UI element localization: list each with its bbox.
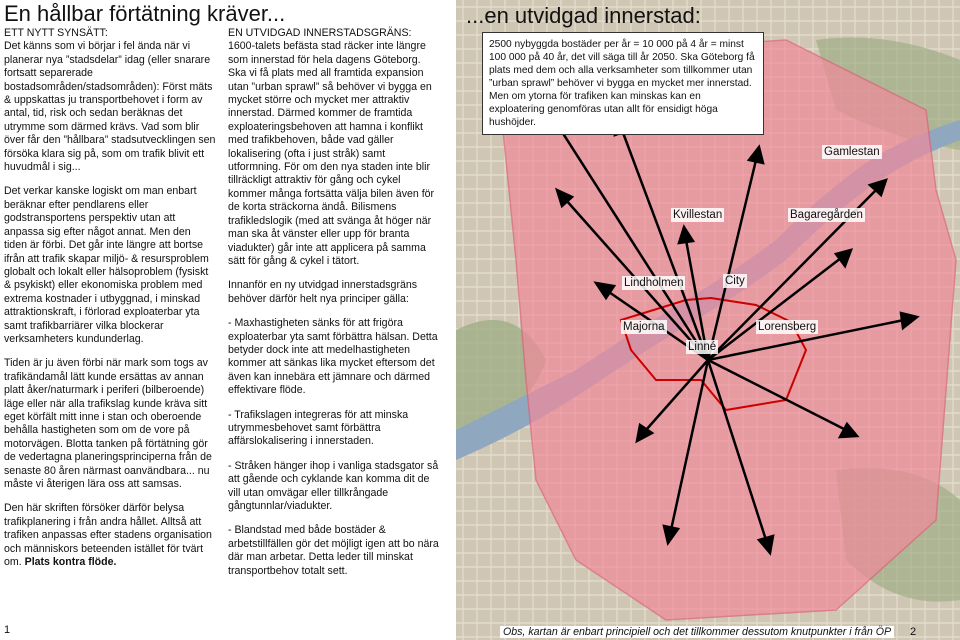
paragraph: Den här skriften försöker därför belysa trafikplanering i från andra hållet. Alltså att trafiken anpassas efter stadens organisation och människors beteenden istället för tvärt om. <box>4 502 212 569</box>
page-number: 2 <box>910 626 917 638</box>
section-heading: ETT NYTT SYNSÄTT: <box>4 27 108 39</box>
principle-mixed: - Blandstad med både bostäder & arbetstillfällen gör det möjligt igen att bo nära där man arbetar. Detta leder till minskat transportbehov totalt sett. <box>228 524 439 577</box>
bold-statement: Plats kontra flöde. <box>24 556 117 569</box>
place-label-lorensberg: Lorensberg <box>758 321 817 333</box>
page-title: En hållbar förtätning kräver... <box>4 1 286 26</box>
place-label-gamlestan: Gamlestan <box>824 146 880 158</box>
paragraph: Det känns som vi börjar i fel ända när vi planerar nya ”stadsdelar” idag (eller snarare fortsatt separerade bostadsområden/stadsområden): Först mäts & uppskattas ju transportbehovet i form av antal, tid, risk och sedan beräknas det utrymme som därmed krävs. Vad som blir över får den ”hållbara” stadsutvecklingen sen försöka klara sig på, som om trafik blivit ett huvudmål i sig... <box>4 40 216 174</box>
place-label-bagaregarden: Bagaregården <box>790 209 863 221</box>
place-label-lindholmen: Lindholmen <box>624 277 684 289</box>
place-label-city: City <box>725 275 745 287</box>
place-label-kvillestan: Kvillestan <box>673 209 723 221</box>
paragraph: 1600-talets befästa stad räcker inte längre som innerstad för hela dagens Göteborg. Ska vi få plats med all framtida expansion utan ”urban sprawl” så behöver vi bygga en mycket större och mycket mer attraktiv innerstad. Därmed kommer de framtida exploateringsbehoven att hamna i konflikt med trafikbehoven, både vad gäller lokalisering (ofta i just stråk) samt utformning. För om den nya staden inte blir tillräckligt attraktiv för gång och cykel kommer många fortsätta välja bilen även för de korta sträckorna ändå. Bilismens trafikledslogik (med att svänga åt höger när man ska åt vänster eller upp för branta viadukter) går inte att applicera på samma sätt för gång & cykel i tätort. <box>228 40 435 267</box>
column-1 <box>4 27 216 580</box>
paragraph: Det verkar kanske logiskt om man enbart beräknar efter pendlarens eller godstransportens perspektiv utan att anpassa sig efter något annat. Men den tiden är förbi. Det går inte längre att bortse ifrån att trafik skapar miljö- & resursproblem globalt och lokalt eller hälsoproblem (fysiskt & psykiskt) eller ekonomiska problem med extrema kostnader i utbyggnad, i minskad attraktionskraft, i förlorad exploaterbar yta samt trafikbarriärer vilka blockerar verksamheters kundunderlag. <box>4 185 209 345</box>
section-heading: EN UTVIDGAD INNERSTADSGRÄNS: <box>228 27 412 39</box>
paragraph: Tiden är ju även förbi när mark som togs av trafikändamål lätt kunde ersättas av annan platt åker/naturmark i periferi (bilberoende) läge eller när alla trafikslag kunde kräva sitt eget körfält mitt inne i stan och oberoende behålla hastigheten som om de vore på motorvägen. Blotta tanken på förtätning gör de vedertagna planeringsprinciperna från de senaste 80 åren närmast oanvändbara... nu måste vi återigen lära oss att samsas. <box>4 357 212 490</box>
place-label-linne: Linné <box>688 341 717 353</box>
page-number: 1 <box>4 624 11 636</box>
column-2 <box>228 27 440 589</box>
principle-integration: - Trafikslagen integreras för att minska utrymmesbehovet samt förbättra affärslokalisering i innerstaden. <box>228 408 409 448</box>
map-caption: Obs, kartan är enbart principiell och det tillkommer dessutom knutpunkter i från ÖP <box>500 626 894 638</box>
map-title: ...en utvidgad innerstad: <box>466 3 701 28</box>
paragraph: Innanför en ny utvidgad innerstadsgräns behöver därför helt nya principer gälla: <box>228 279 418 305</box>
info-box: 2500 nybyggda bostäder per år = 10 000 på 4 år = minst 100 000 på 40 år, det vill säga till år 2050. Ska Göteborg få plats med dem och alla verksamheter som tillkommer utan ”urban sprawl” behöver vi bygga en mycket mer innerstad. Men om ytorna för trafiken kan minskas kan en exploatering genomföras utan allt för ensidigt höga hushöjder. <box>482 32 764 135</box>
principle-speed: - Maxhastigheten sänks för att frigöra exploaterbar yta samt förbättra hälsan. Detta betyder dock inte att medelhastigheten kommer att sänkas lika mycket eftersom det även kan innebära ett jämnare och därmed effektivare flöde. <box>228 317 438 397</box>
map-panel <box>456 0 960 640</box>
principle-streets: - Stråken hänger ihop i vanliga stadsgator så att gående och cyklande kan komma dit de vill utan omvägar eller tillkrångade gångtunnlar/viadukter. <box>228 459 439 512</box>
place-label-majorna: Majorna <box>623 321 665 333</box>
